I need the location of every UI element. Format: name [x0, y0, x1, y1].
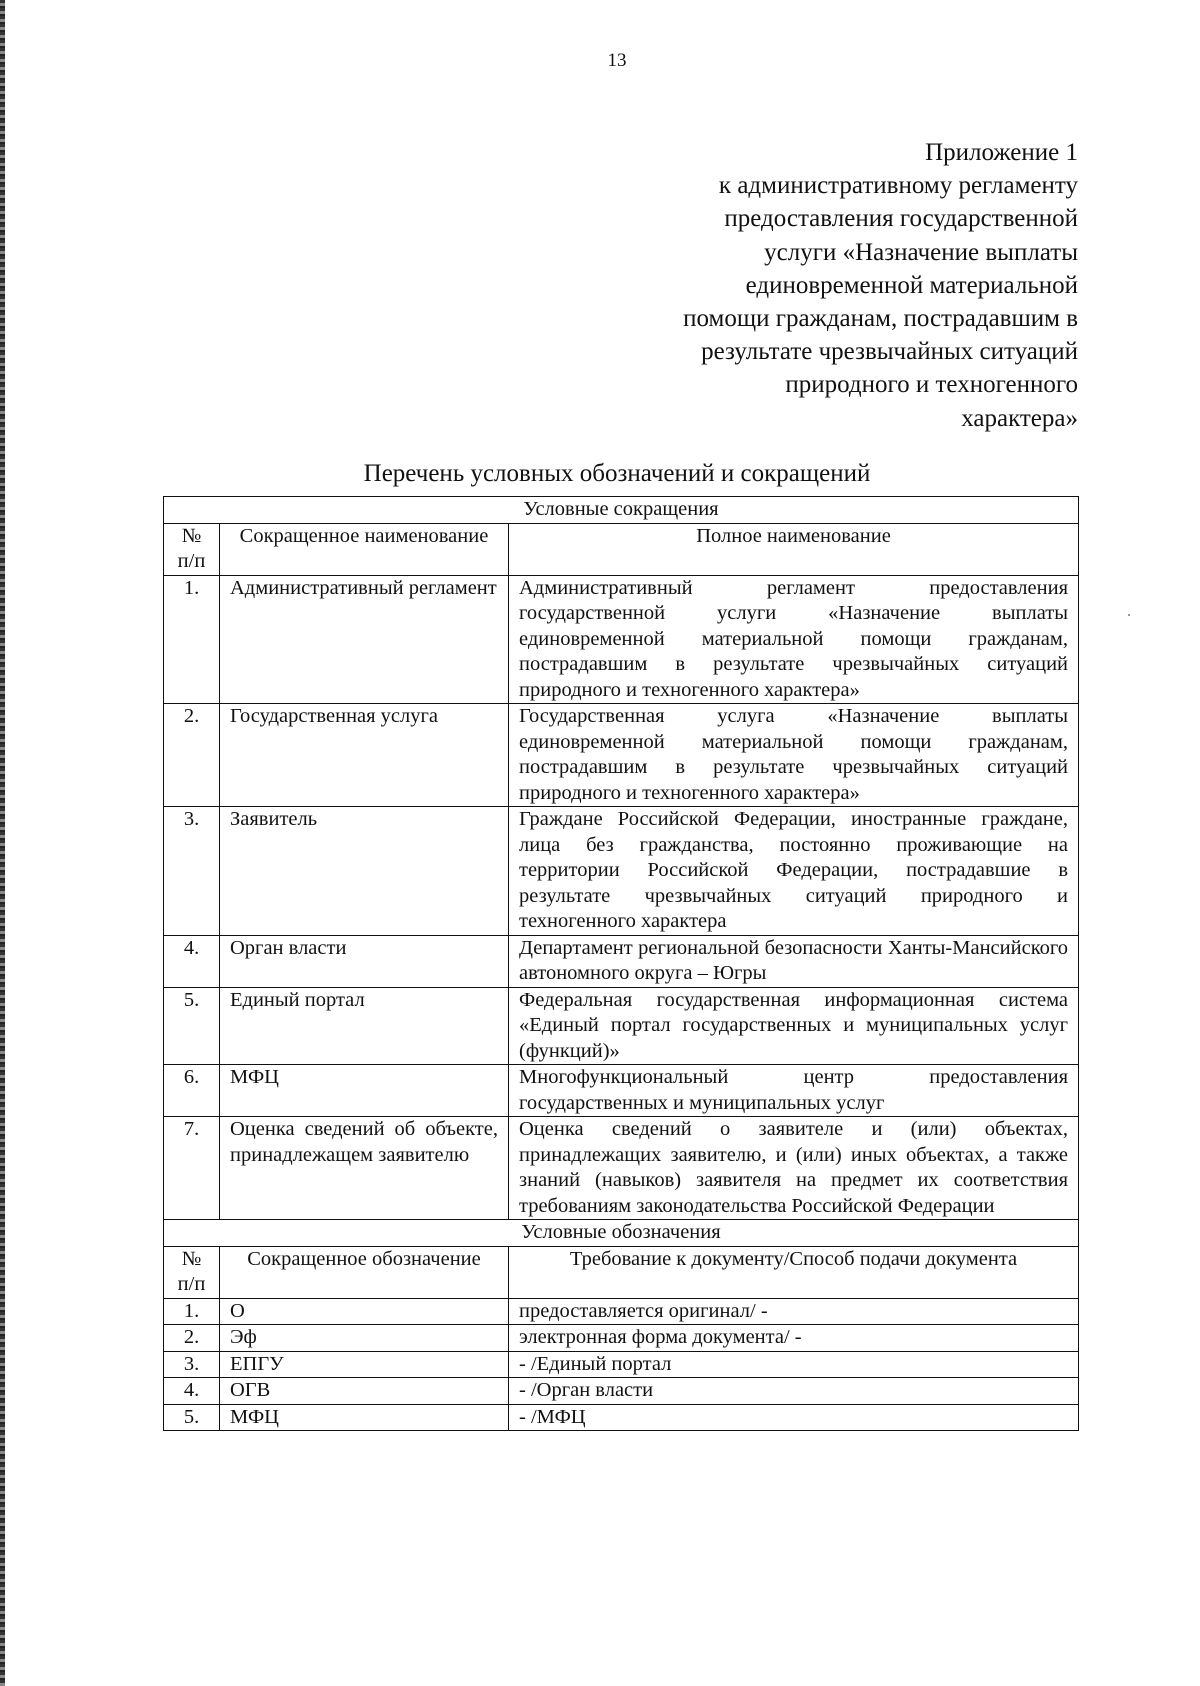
row-num: 2.	[164, 704, 220, 807]
header-num: № п/п	[164, 1246, 220, 1298]
header-full: Полное наименование	[509, 523, 1079, 575]
row-short: МФЦ	[220, 1065, 509, 1117]
scan-speck	[1128, 614, 1130, 616]
row-full: Федеральная государственная информационная система «Единый портал государственных и муниципальных услуг (функций)»	[509, 987, 1079, 1065]
section-title: Условные обозначения	[164, 1220, 1079, 1247]
row-num: 2.	[164, 1325, 220, 1352]
header-row	[164, 523, 1079, 575]
row-short: МФЦ	[220, 1404, 509, 1431]
row-num: 5.	[164, 1404, 220, 1431]
row-short: Орган власти	[220, 935, 509, 987]
header-short: Сокращенное обозначение	[220, 1246, 509, 1298]
abbreviations-table	[163, 496, 1079, 1431]
row-num: 1.	[164, 1298, 220, 1325]
table-row	[164, 1325, 1079, 1352]
row-num: 3.	[164, 807, 220, 936]
row-full: Граждане Российской Федерации, иностранные граждане, лица без гражданства, постоянно проживающие на территории Российской Федерации, пострадавшие в результате чрезвычайных ситуаций природного и техногенного характера	[509, 807, 1079, 936]
table-row	[164, 1351, 1079, 1378]
appendix-line: помощи гражданам, пострадавшим в	[683, 305, 1078, 333]
table-row	[164, 1378, 1079, 1405]
appendix-heading	[683, 136, 1078, 435]
row-short: О	[220, 1298, 509, 1325]
table-row	[164, 704, 1079, 807]
section-row	[164, 1220, 1079, 1247]
appendix-line: природного и техногенного	[785, 371, 1078, 399]
row-full: - /МФЦ	[509, 1404, 1079, 1431]
row-full: - /Орган власти	[509, 1378, 1079, 1405]
appendix-line: результате чрезвычайных ситуаций	[701, 338, 1078, 366]
row-short: ОГВ	[220, 1378, 509, 1405]
row-short: Государственная услуга	[220, 704, 509, 807]
table-row	[164, 1065, 1079, 1117]
header-short: Сокращенное наименование	[220, 523, 509, 575]
row-short: Единый портал	[220, 987, 509, 1065]
row-num: 4.	[164, 1378, 220, 1405]
appendix-line: единовременной материальной	[745, 271, 1078, 299]
header-num: № п/п	[164, 523, 220, 575]
row-num: 6.	[164, 1065, 220, 1117]
row-short: Эф	[220, 1325, 509, 1352]
table-row	[164, 1117, 1079, 1220]
row-full: предоставляется оригинал/ -	[509, 1298, 1079, 1325]
row-full: Государственная услуга «Назначение выплаты единовременной материальной помощи гражданам, пострадавшим в результате чрезвычайных ситуаций природного и техногенного характера»	[509, 704, 1079, 807]
scan-edge	[0, 0, 5, 1686]
row-short: ЕПГУ	[220, 1351, 509, 1378]
row-num: 5.	[164, 987, 220, 1065]
row-num: 7.	[164, 1117, 220, 1220]
row-short: Оценка сведений об объекте, принадлежащем заявителю	[220, 1117, 509, 1220]
row-num: 4.	[164, 935, 220, 987]
section-row	[164, 497, 1079, 524]
header-full: Требование к документу/Способ подачи документа	[509, 1246, 1079, 1298]
appendix-line: Приложение 1	[925, 139, 1078, 166]
row-short: Заявитель	[220, 807, 509, 936]
row-full: Оценка сведений о заявителе и (или) объектах, принадлежащих заявителю, и (или) иных объектах, а также знаний (навыков) заявителя на предмет их соответствия требованиям законодательства Российской Федерации	[509, 1117, 1079, 1220]
table-row	[164, 1404, 1079, 1431]
table-row	[164, 575, 1079, 704]
table-row	[164, 935, 1079, 987]
table-row	[164, 1298, 1079, 1325]
appendix-line: характера»	[961, 404, 1078, 432]
table-row	[164, 807, 1079, 936]
row-full: Многофункциональный центр предоставления государственных и муниципальных услуг	[509, 1065, 1079, 1117]
section-title: Условные сокращения	[164, 497, 1079, 524]
header-row	[164, 1246, 1079, 1298]
document-title: Перечень условных обозначений и сокращений	[363, 460, 871, 487]
row-full: Административный регламент предоставления государственной услуги «Назначение выплаты единовременной материальной помощи гражданам, пострадавшим в результате чрезвычайных ситуаций природного и техногенного характера»	[509, 575, 1079, 704]
row-num: 3.	[164, 1351, 220, 1378]
page-number: 13	[607, 50, 627, 71]
row-full: - /Единый портал	[509, 1351, 1079, 1378]
appendix-line: предоставления государственной	[724, 205, 1078, 233]
row-full: Департамент региональной безопасности Ханты-Мансийского автономного округа – Югры	[509, 935, 1079, 987]
row-full: электронная форма документа/ -	[509, 1325, 1079, 1352]
row-num: 1.	[164, 575, 220, 704]
appendix-line: услуги «Назначение выплаты	[764, 238, 1078, 266]
appendix-line: к административному регламенту	[718, 172, 1078, 200]
table-row	[164, 987, 1079, 1065]
row-short: Административный регламент	[220, 575, 509, 704]
